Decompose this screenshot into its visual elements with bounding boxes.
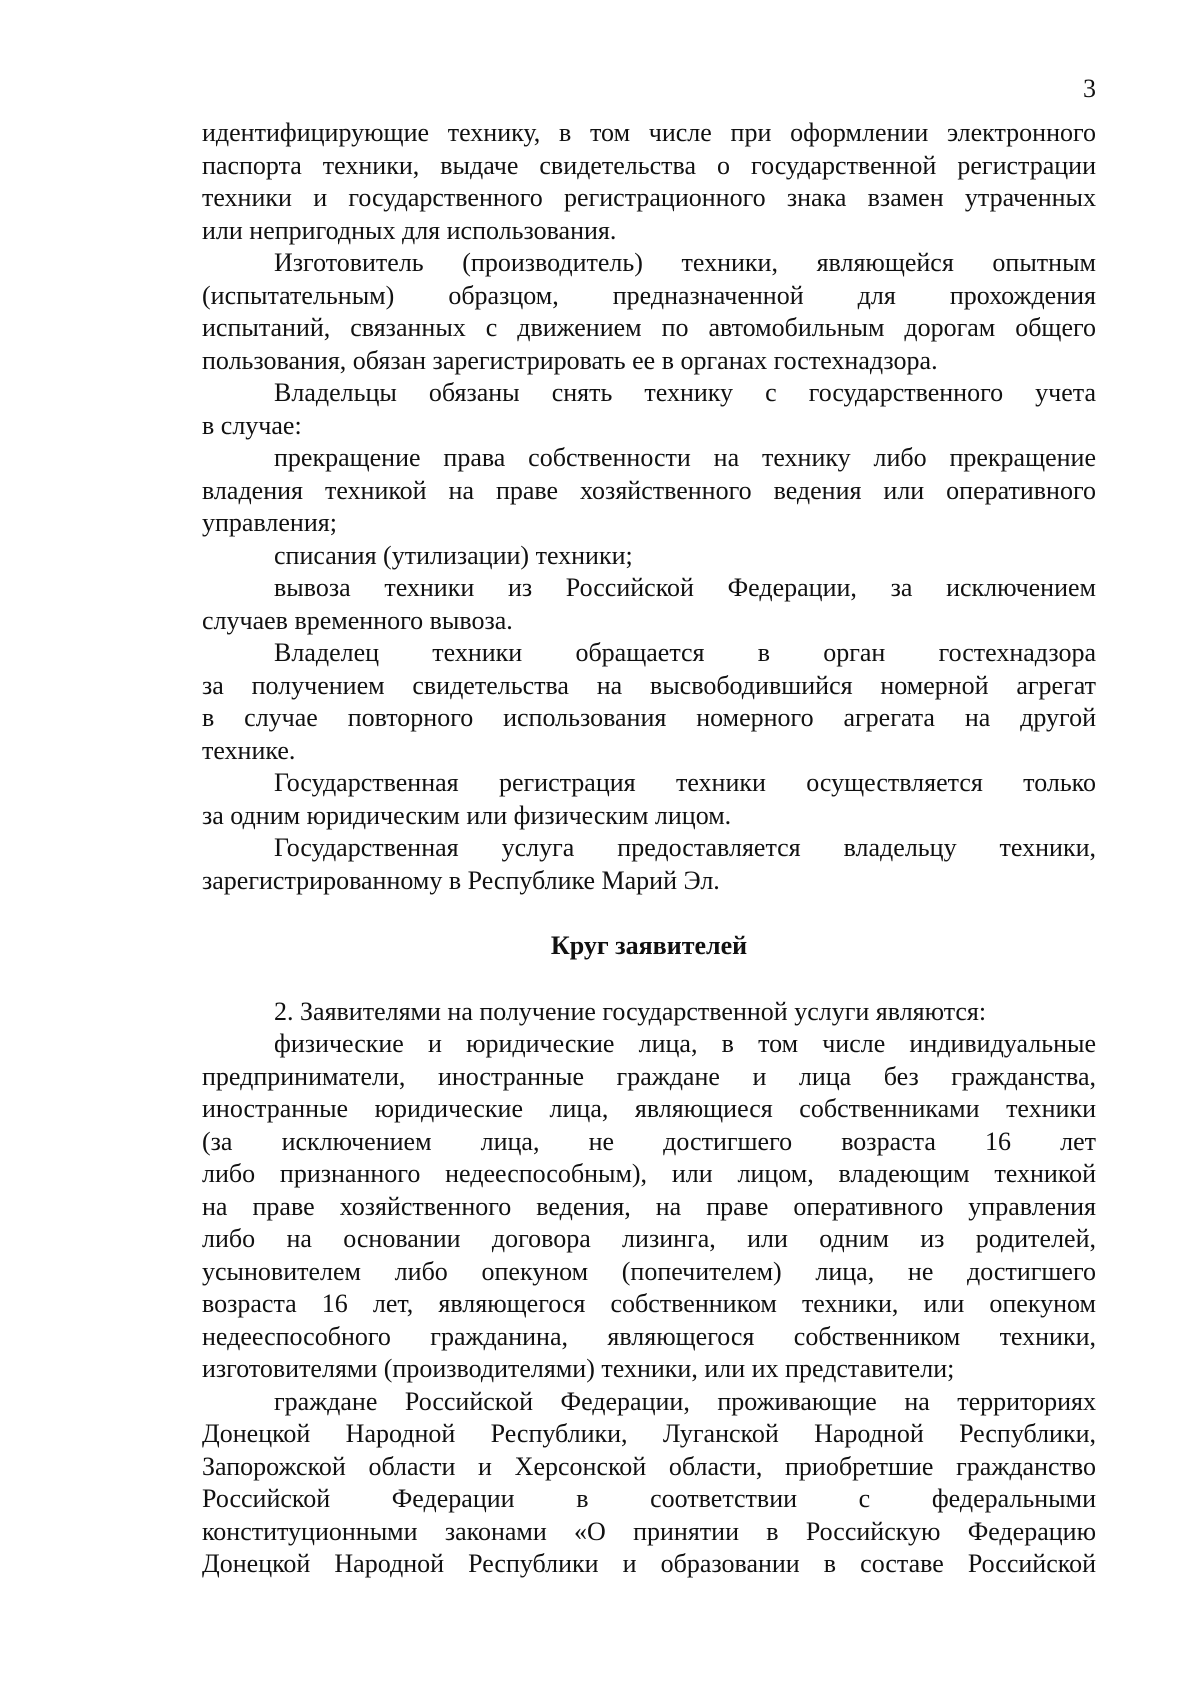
text-line: предприниматели, иностранные граждане и лица без гражданства, xyxy=(202,1061,1096,1091)
text-line: недееспособного гражданина, являющегося собственником техники, xyxy=(202,1321,1096,1351)
text-line: на праве хозяйственного ведения, на праве оперативного управления xyxy=(202,1191,1096,1221)
text-line: идентифицирующие технику, в том числе при оформлении электронного xyxy=(202,118,1096,147)
text-line: владения техникой на праве хозяйственного ведения или оперативного xyxy=(202,475,1096,505)
text-line: Запорожской области и Херсонской области, приобретшие гражданство xyxy=(202,1451,1096,1481)
text-line: Государственная услуга предоставляется владельцу техники, xyxy=(274,833,1096,862)
text-line: Государственная регистрация техники осуществляется только xyxy=(274,768,1096,797)
text-line: зарегистрированному в Республике Марий Эл. xyxy=(202,865,720,895)
text-line: Российской Федерации в соответствии с федеральными xyxy=(202,1484,1096,1513)
text-line: либо признанного недееспособным), или лицом, владеющим техникой xyxy=(202,1159,1096,1188)
text-line: пользования, обязан зарегистрировать ее в органах гостехнадзора. xyxy=(202,345,938,375)
text-line: усыновителем либо опекуном (попечителем) лица, не достигшего xyxy=(202,1256,1096,1286)
text-line: испытаний, связанных с движением по автомобильным дорогам общего xyxy=(202,313,1096,342)
text-line: возраста 16 лет, являющегося собственником техники, или опекуном xyxy=(202,1289,1096,1318)
text-line: паспорта техники, выдаче свидетельства о государственной регистрации xyxy=(202,150,1096,180)
text-line: в случае повторного использования номерного агрегата на другой xyxy=(202,703,1096,732)
text-line: граждане Российской Федерации, проживающие на территориях xyxy=(274,1386,1096,1416)
text-line: случаев временного вывоза. xyxy=(202,605,513,635)
text-line: прекращение права собственности на технику либо прекращение xyxy=(274,443,1096,472)
spacer xyxy=(202,897,1096,930)
spacer xyxy=(202,963,1096,996)
text-line: конституционными законами «О принятии в Российскую Федерацию xyxy=(202,1516,1096,1546)
text-line: Донецкой Народной Республики и образовании в составе Российской xyxy=(202,1549,1096,1578)
text-line: (за исключением лица, не достигшего возраста 16 лет xyxy=(202,1126,1096,1156)
text-line: техники и государственного регистрационного знака взамен утраченных xyxy=(202,183,1096,212)
text-line: или непригодных для использования. xyxy=(202,215,617,245)
text-line: Владелец техники обращается в орган гостехнадзора xyxy=(274,638,1096,667)
text-line: изготовителями (производителями) техники, или их представители; xyxy=(202,1354,955,1383)
text-line: физические и юридические лица, в том числе индивидуальные xyxy=(274,1029,1096,1058)
text-line: вывоза техники из Российской Федерации, за исключением xyxy=(274,573,1096,602)
text-line: за получением свидетельства на высвободившийся номерной агрегат xyxy=(202,670,1096,700)
text-line: либо на основании договора лизинга, или одним из родителей, xyxy=(202,1224,1096,1253)
text-block-intro xyxy=(202,117,1096,897)
document-body xyxy=(202,117,1096,1581)
text-line: Донецкой Народной Республики, Луганской Народной Республики, xyxy=(202,1419,1096,1448)
page-number: 3 xyxy=(1083,74,1096,103)
text-line: списания (утилизации) техники; xyxy=(274,540,633,570)
text-line: управления; xyxy=(202,508,337,537)
text-line: Изготовитель (производитель) техники, являющейся опытным xyxy=(274,248,1096,277)
text-line: иностранные юридические лица, являющиеся собственниками техники xyxy=(202,1094,1096,1123)
section-heading: Круг заявителей xyxy=(550,931,748,960)
text-line: (испытательным) образцом, предназначенной для прохождения xyxy=(202,280,1096,310)
text-block-applicants xyxy=(202,996,1096,1581)
text-line: технике. xyxy=(202,735,296,765)
text-line: в случае: xyxy=(202,410,302,440)
text-line: 2. Заявителями на получение государственной услуги являются: xyxy=(274,996,987,1026)
text-line: за одним юридическим или физическим лицом. xyxy=(202,800,732,830)
text-line: Владельцы обязаны снять технику с государственного учета xyxy=(274,378,1096,407)
